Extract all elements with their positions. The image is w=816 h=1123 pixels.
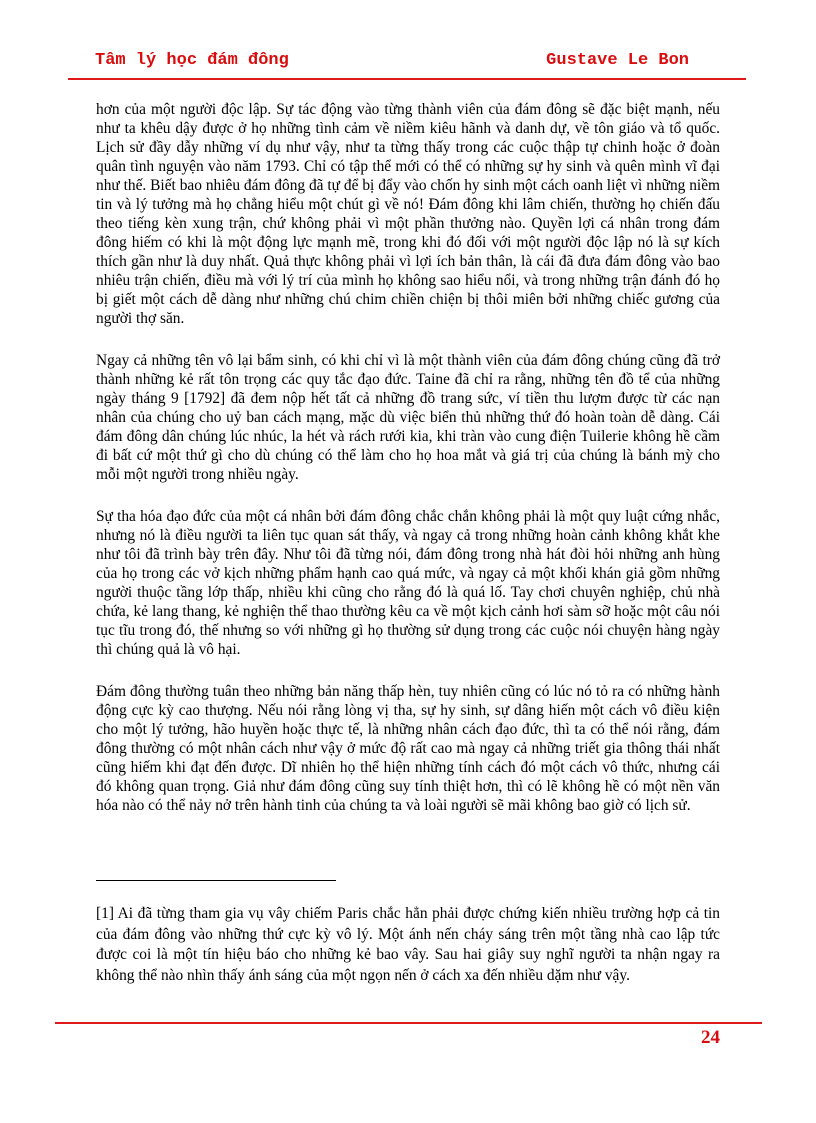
book-author: Gustave Le Bon <box>546 51 689 70</box>
header-divider <box>68 78 746 80</box>
paragraph: Sự tha hóa đạo đức của một cá nhân bởi đám đông chắc chắn không phải là một quy luật cứng nhắc, nhưng nó là điều người ta liên tục quan sát thấy, và ngay cả trong những hoàn cảnh không khắt khe như tôi đã trình bày trên đây. Như tôi đã từng nói, đám đông trong nhà hát đòi hỏi những anh hùng của họ trong các vở kịch những phẩm hạnh cao quá mức, và ngay cả một khối khán giả gồm những người thuộc tầng lớp thấp, nhiều khi cũng cho rằng đó là quá lố. Tay chơi chuyên nghiệp, chủ nhà chứa, kẻ lang thang, kẻ nghiện thể thao thường kêu ca về một kịch cảnh hơi sàm sỡ hoặc một câu nói tục tĩu trong đó, thế nhưng so với những gì họ thường sử dụng trong các cuộc nói chuyện hàng ngày thì chúng quả là vô hại. <box>96 508 720 658</box>
paragraph: hơn của một người độc lập. Sự tác động vào từng thành viên của đám đông sẽ đặc biệt mạnh, nếu như ta khêu dậy được ở họ những tình cảm về niềm kiêu hãnh và danh dự, về tôn giáo và tổ quốc. Lịch sử đầy dẫy những ví dụ như vậy, như ta từng thấy trong các cuộc thập tự chinh hoặc ở đoàn quân tình nguyện vào năm 1793. Chỉ có tập thể mới có thể có những sự hy sinh và quên mình vĩ đại như thế. Biết bao nhiêu đám đông đã tự để bị đẩy vào chốn hy sinh một cách oanh liệt vì những niềm tin và lý tưởng mà họ chẳng hiểu một chút gì về nó! Đám đông khi lâm chiến, thường họ chiến đấu theo tiếng kèn xung trận, chứ không phải vì một phần thưởng nào. Quyền lợi cá nhân trong đám đông hiếm có khi là một động lực mạnh mẽ, trong khi đó đối với một người độc lập nó là sự kích thích gần như là duy nhất. Quả thực không phải vì lợi ích bản thân, là cái đã đưa đám đông vào bao nhiêu trận chiến, điều mà với lý trí của mình họ không sao hiểu nổi, và trong những trận đánh đó họ bị giết một cách dễ dàng như những chú chim chiền chiện bị thôi miên bởi những chiếc gương của người thợ săn. <box>96 101 720 327</box>
footnote-separator <box>96 880 336 881</box>
page-number: 24 <box>701 1027 720 1048</box>
paragraph: Đám đông thường tuân theo những bản năng thấp hèn, tuy nhiên cũng có lúc nó tỏ ra có những hành động cực kỳ cao thượng. Nếu nói rằng lòng vị tha, sự hy sinh, sự dâng hiến một cách vô điều kiện cho một lý tưởng, hão huyền hoặc thực tế, là những nhân cách đạo đức, thì ta có thể nói rằng, đám đông thường có một nhân cách như vậy ở mức độ rất cao mà ngay cả những triết gia thông thái nhất cũng hiếm khi đạt đến được. Dĩ nhiên họ thể hiện những tính cách đó một cách vô thức, nhưng cái đó không quan trọng. Giả như đám đông cũng suy tính thiệt hơn, thì có lẽ không hề có một nền văn hóa nào có thể nảy nở trên hành tinh của chúng ta và loài người sẽ mãi không bao giờ có lịch sử. <box>96 683 720 814</box>
book-title: Tâm lý học đám đông <box>95 51 289 70</box>
main-text <box>96 100 720 838</box>
footnote: [1] Ai đã từng tham gia vụ vây chiếm Paris chắc hẳn phải được chứng kiến nhiều trường hợp cả tin của đám đông vào những thứ cực kỳ vô lý. Một ánh nến cháy sáng trên một tầng nhà cao lập tức được coi là một tín hiệu báo cho những kẻ bao vây. Sau hai giây suy nghĩ người ta nhận ngay ra không thể nào nhìn thấy ánh sáng của một ngọn nến ở cách xa đến nhiều dặm như vậy. <box>96 905 720 984</box>
paragraph: Ngay cả những tên vô lại bẩm sinh, có khi chỉ vì là một thành viên của đám đông chúng cũng đã trở thành những kẻ rất tôn trọng các quy tắc đạo đức. Taine đã chỉ ra rằng, những tên đồ tể của những ngày tháng 9 [1792] đã đem nộp hết tất cả những đồ trang sức, ví tiền thu lượm được từ các nạn nhân của chúng cho uỷ ban cách mạng, mặc dù việc biển thủ những thứ đó hoàn toàn dễ dàng. Cái đám đông dân chúng lúc nhúc, la hét và rách rưới kia, khi tràn vào cung điện Tuilerie không hề cầm đi bất cứ một thứ gì cho dù chúng có thể làm cho họ hoa mắt và giá trị của chúng là bánh mỳ cho mỗi một người trong nhiều ngày. <box>96 352 720 483</box>
page-header <box>95 51 695 75</box>
footer-divider <box>55 1022 762 1024</box>
